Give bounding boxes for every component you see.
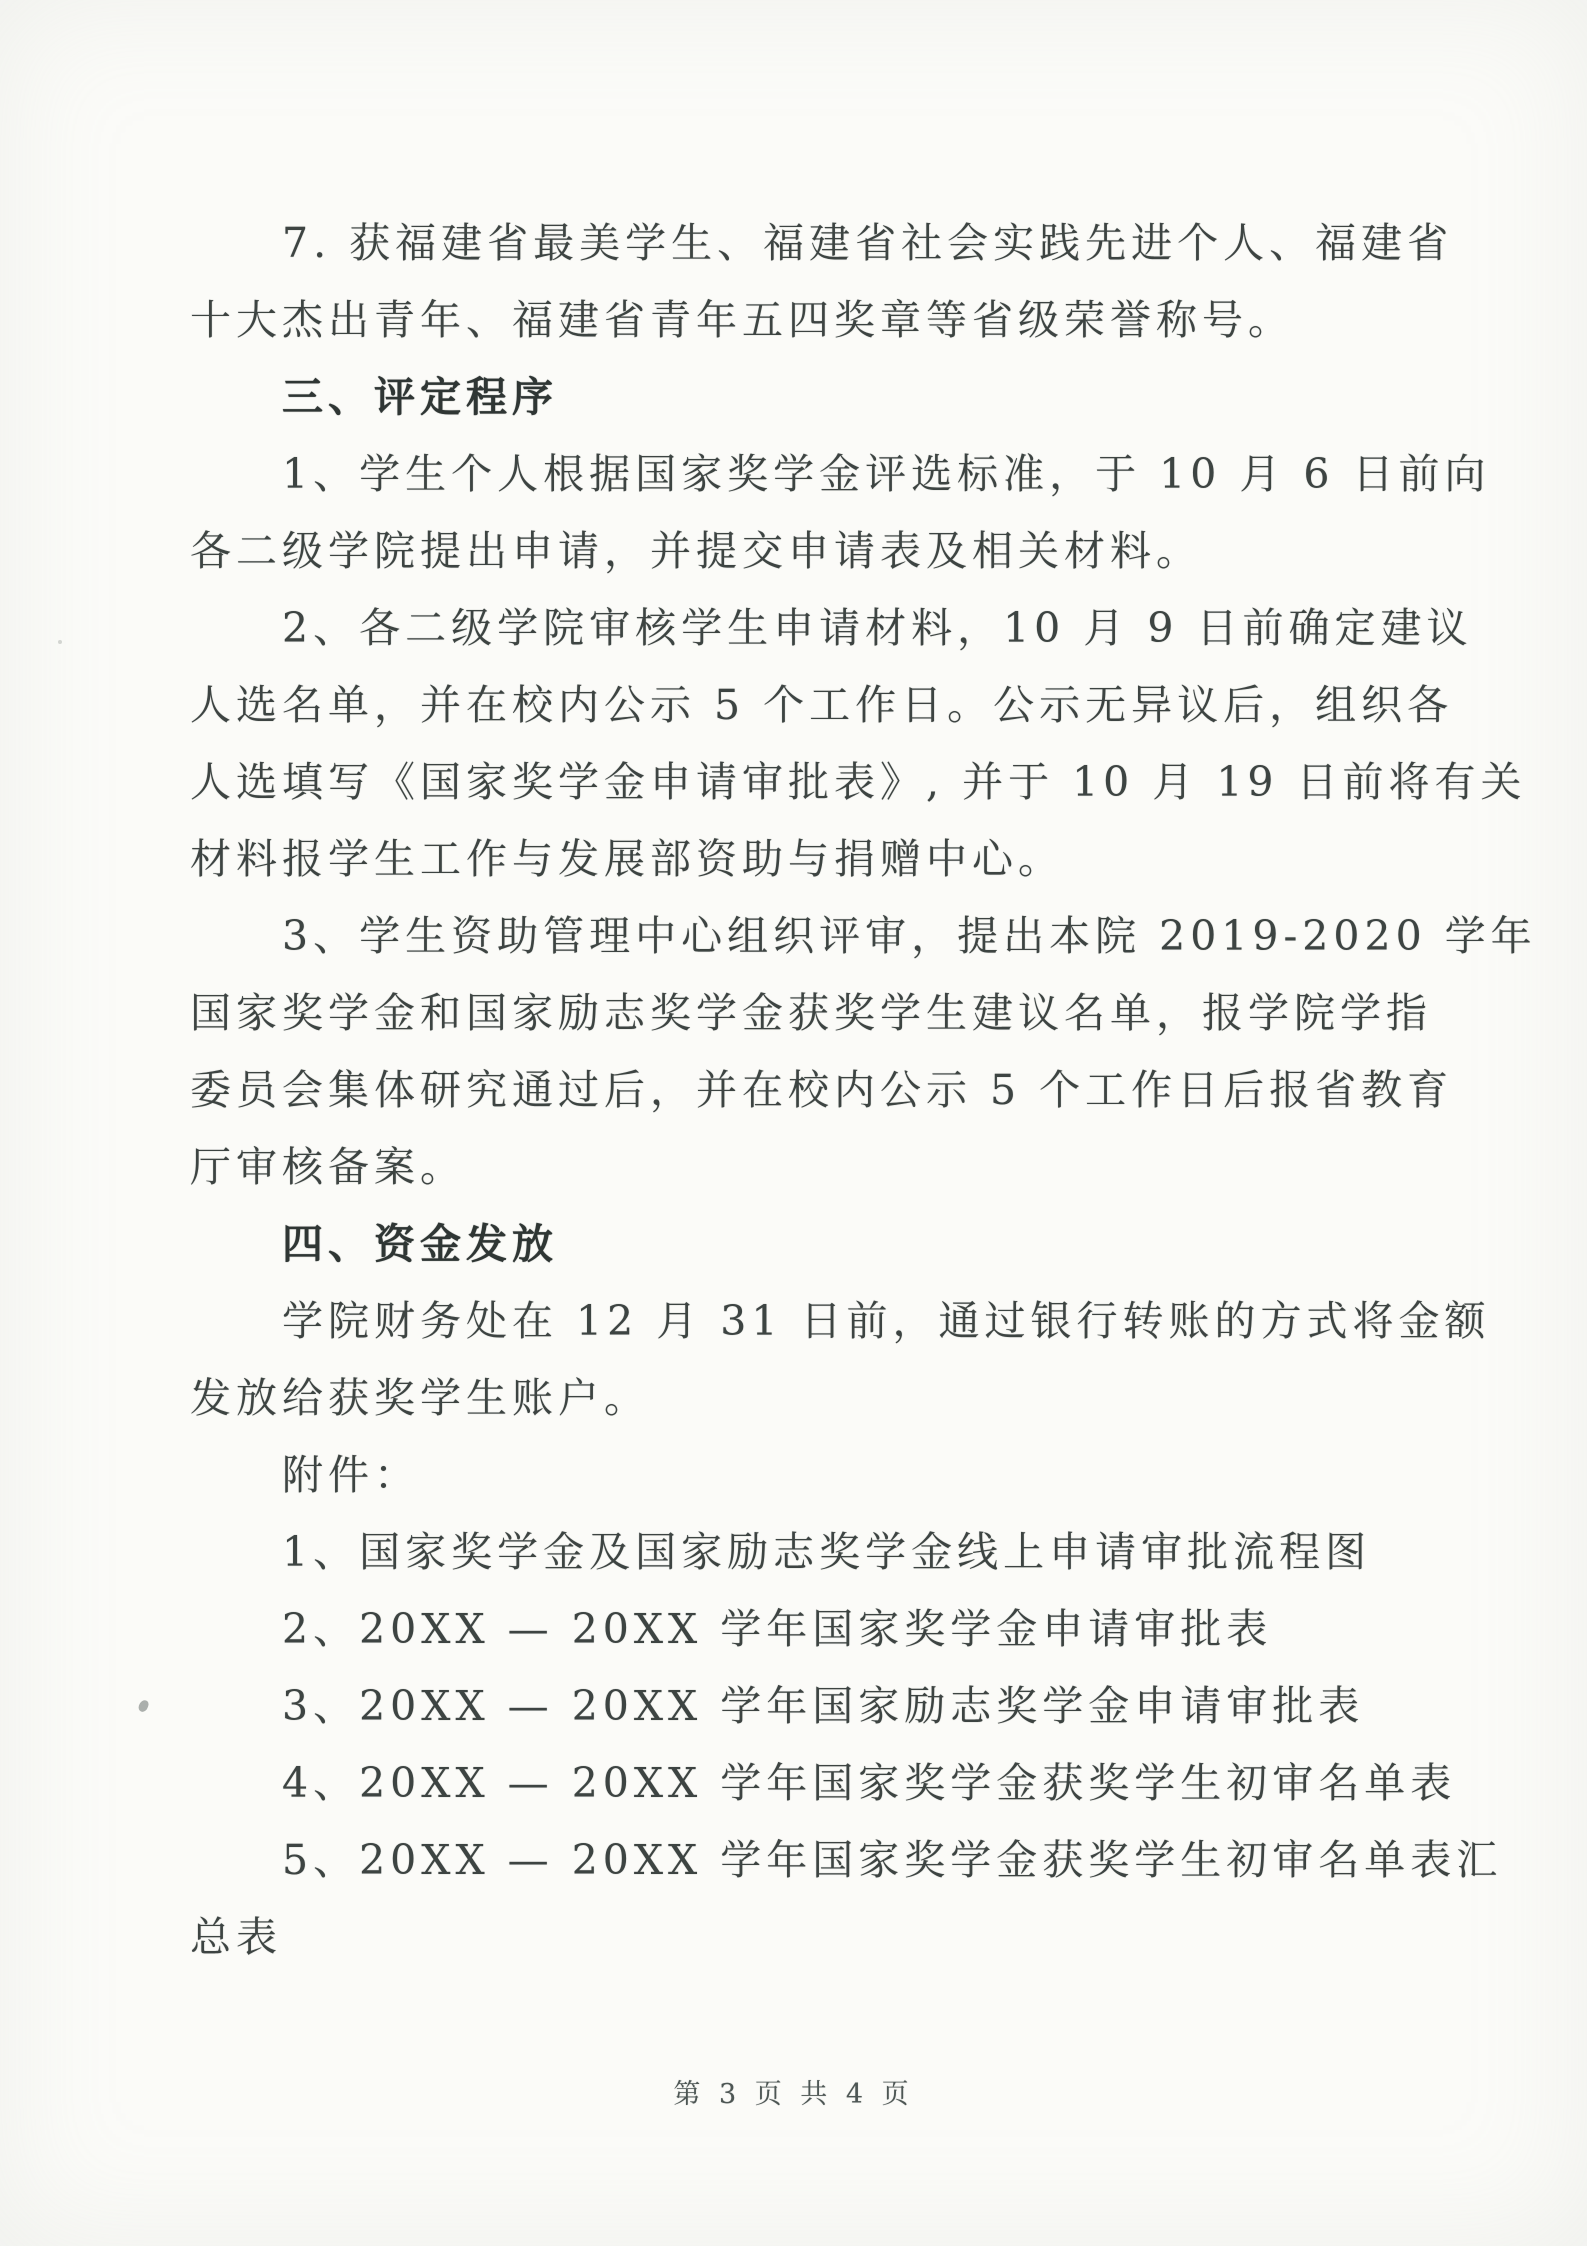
text-line: 2、各二级学院审核学生申请材料，10 月 9 日前确定建议 <box>282 604 1473 652</box>
page-footer: 第 3 页 共 4 页 <box>673 2079 914 2110</box>
text-line: 1、学生个人根据国家奖学金评选标准，于 10 月 6 日前向 <box>282 450 1491 498</box>
text-line: 5、20XX — 20XX 学年国家奖学金获奖学生初审名单表汇 <box>282 1836 1503 1884</box>
text-line: 1、国家奖学金及国家励志奖学金线上申请审批流程图 <box>282 1528 1372 1576</box>
text-line: 国家奖学金和国家励志奖学金获奖学生建议名单，报学院学指 <box>190 989 1432 1037</box>
text-line: 厅审核备案。 <box>190 1143 466 1191</box>
text-line: 2、20XX — 20XX 学年国家奖学金申请审批表 <box>282 1605 1273 1653</box>
text-line: 委员会集体研究通过后，并在校内公示 5 个工作日后报省教育 <box>190 1066 1454 1114</box>
scan-artifact <box>58 640 62 644</box>
text-line: 学院财务处在 12 月 31 日前，通过银行转账的方式将金额 <box>282 1297 1491 1345</box>
text-line: 人选名单，并在校内公示 5 个工作日。公示无异议后，组织各 <box>190 681 1454 729</box>
section-heading: 四、资金发放 <box>282 1220 558 1268</box>
text-line: 3、学生资助管理中心组织评审，提出本院 2019-2020 学年 <box>282 912 1537 960</box>
text-line: 十大杰出青年、福建省青年五四奖章等省级荣誉称号。 <box>190 296 1294 344</box>
text-line: 发放给获奖学生账户。 <box>190 1374 650 1422</box>
text-line: 3、20XX — 20XX 学年国家励志奖学金申请审批表 <box>282 1682 1365 1730</box>
text-line: 材料报学生工作与发展部资助与捐赠中心。 <box>190 835 1064 883</box>
text-line: 总表 <box>190 1913 282 1961</box>
text-line: 附件： <box>282 1451 420 1499</box>
text-line: 7. 获福建省最美学生、福建省社会实践先进个人、福建省 <box>282 219 1454 267</box>
text-line: 各二级学院提出申请，并提交申请表及相关材料。 <box>190 527 1202 575</box>
section-heading: 三、评定程序 <box>282 373 558 421</box>
text-line: 人选填写《国家奖学金申请审批表》, 并于 10 月 19 日前将有关 <box>190 758 1527 806</box>
scan-artifact <box>137 1699 149 1713</box>
text-line: 4、20XX — 20XX 学年国家奖学金获奖学生初审名单表 <box>282 1759 1457 1807</box>
document-body <box>190 205 1537 1976</box>
